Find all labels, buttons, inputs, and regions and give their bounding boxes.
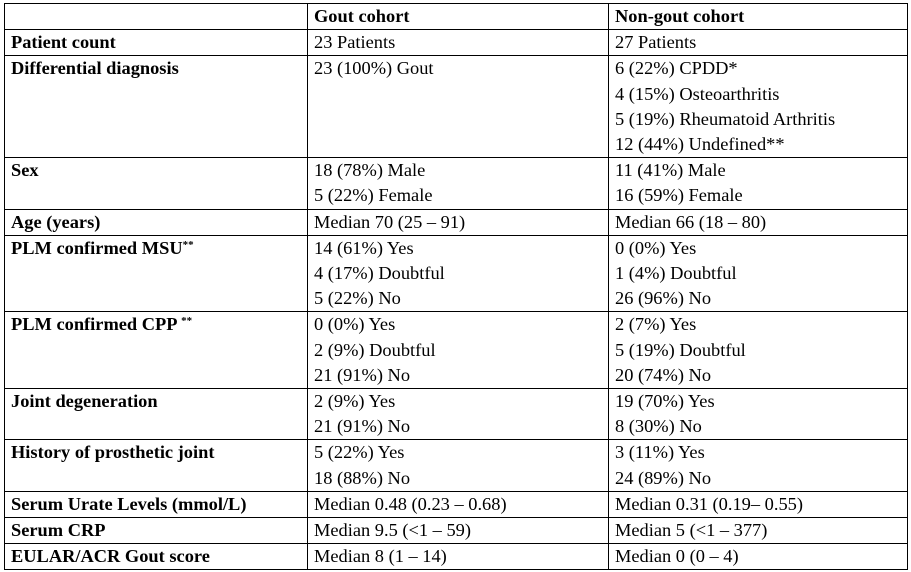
row-label-cell bbox=[5, 518, 308, 544]
non-gout-cohort-cell bbox=[609, 544, 908, 570]
row-label-cell bbox=[5, 312, 308, 389]
row-label: Age (years) bbox=[11, 211, 101, 232]
cell-value-line: 20 (74%) No bbox=[615, 364, 712, 385]
table-row bbox=[5, 209, 908, 235]
table-row bbox=[5, 235, 908, 312]
cell-value-line: 5 (22%) Female bbox=[314, 185, 433, 206]
gout-cohort-cell bbox=[308, 518, 609, 544]
cell-value-line: 5 (19%) Rheumatoid Arthritis bbox=[615, 108, 836, 129]
cell-value-line: 5 (22%) No bbox=[314, 288, 401, 309]
row-label: PLM confirmed CPP bbox=[11, 314, 182, 335]
non-gout-cohort-cell bbox=[609, 389, 908, 440]
table-row bbox=[5, 389, 908, 440]
gout-cohort-cell bbox=[308, 235, 609, 312]
gout-cohort-cell bbox=[308, 389, 609, 440]
gout-cohort-cell bbox=[308, 440, 609, 491]
cell-value-line: 4 (17%) Doubtful bbox=[314, 263, 445, 284]
gout-cohort-cell bbox=[308, 56, 609, 158]
row-label-cell bbox=[5, 158, 308, 209]
cell-value-line: Median 5 (<1 – 377) bbox=[615, 520, 768, 541]
cell-value-line: 26 (96%) No bbox=[615, 288, 712, 309]
cell-value-line: 19 (70%) Yes bbox=[615, 391, 715, 412]
cell-value-line: 4 (15%) Osteoarthritis bbox=[615, 83, 780, 104]
header-gout-cohort: Gout cohort bbox=[308, 4, 609, 30]
cell-value-line: Median 0 (0 – 4) bbox=[615, 546, 739, 567]
gout-cohort-cell bbox=[308, 312, 609, 389]
cell-value-line: 2 (9%) Yes bbox=[314, 391, 396, 412]
row-label: History of prosthetic joint bbox=[11, 442, 215, 463]
row-label: Differential diagnosis bbox=[11, 58, 179, 79]
cell-value-line: 11 (41%) Male bbox=[615, 160, 726, 181]
cell-value-line: 2 (9%) Doubtful bbox=[314, 339, 436, 360]
row-label-cell bbox=[5, 30, 308, 56]
row-label-cell bbox=[5, 56, 308, 158]
table-row bbox=[5, 30, 908, 56]
non-gout-cohort-cell bbox=[609, 518, 908, 544]
non-gout-cohort-cell bbox=[609, 30, 908, 56]
cell-value-line: Median 0.31 (0.19– 0.55) bbox=[615, 493, 803, 514]
table-row bbox=[5, 544, 908, 570]
cell-value-line: Median 8 (1 – 14) bbox=[314, 546, 447, 567]
footnote-marker: ** bbox=[181, 315, 193, 328]
table-body bbox=[5, 30, 908, 570]
table-row bbox=[5, 491, 908, 517]
row-label: Sex bbox=[11, 160, 39, 181]
row-label-cell bbox=[5, 491, 308, 517]
gout-cohort-cell bbox=[308, 491, 609, 517]
row-label: Serum Urate Levels (mmol/L) bbox=[11, 493, 247, 514]
cell-value-line: 1 (4%) Doubtful bbox=[615, 263, 737, 284]
gout-cohort-cell bbox=[308, 209, 609, 235]
cell-value-line: 18 (78%) Male bbox=[314, 160, 426, 181]
cell-value-line: 16 (59%) Female bbox=[615, 185, 743, 206]
gout-cohort-cell bbox=[308, 158, 609, 209]
cell-value-line: 27 Patients bbox=[615, 32, 697, 53]
row-label: PLM confirmed MSU bbox=[11, 237, 183, 258]
cell-value-line: 0 (0%) Yes bbox=[314, 314, 396, 335]
row-label: Joint degeneration bbox=[11, 391, 158, 412]
gout-cohort-cell bbox=[308, 30, 609, 56]
cell-value-line: 5 (22%) Yes bbox=[314, 442, 405, 463]
non-gout-cohort-cell bbox=[609, 158, 908, 209]
row-label: EULAR/ACR Gout score bbox=[11, 546, 210, 567]
row-label-cell bbox=[5, 440, 308, 491]
row-label-cell bbox=[5, 209, 308, 235]
cell-value-line: 23 (100%) Gout bbox=[314, 58, 434, 79]
non-gout-cohort-cell bbox=[609, 312, 908, 389]
table-row bbox=[5, 56, 908, 158]
non-gout-cohort-cell bbox=[609, 235, 908, 312]
gout-cohort-cell bbox=[308, 544, 609, 570]
header-empty-cell bbox=[5, 4, 308, 30]
row-label-cell bbox=[5, 235, 308, 312]
non-gout-cohort-cell bbox=[609, 209, 908, 235]
row-label: Patient count bbox=[11, 32, 116, 53]
cell-value-line: 18 (88%) No bbox=[314, 467, 411, 488]
cell-value-line: 5 (19%) Doubtful bbox=[615, 339, 746, 360]
table-row bbox=[5, 158, 908, 209]
cell-value-line: 12 (44%) Undefined** bbox=[615, 134, 785, 155]
cell-value-line: Median 9.5 (<1 – 59) bbox=[314, 520, 471, 541]
cell-value-line: Median 0.48 (0.23 – 0.68) bbox=[314, 493, 507, 514]
non-gout-cohort-cell bbox=[609, 56, 908, 158]
cell-value-line: 14 (61%) Yes bbox=[314, 237, 414, 258]
footnote-marker: ** bbox=[182, 238, 194, 251]
cell-value-line: Median 66 (18 – 80) bbox=[615, 211, 767, 232]
non-gout-cohort-cell bbox=[609, 491, 908, 517]
header-row bbox=[5, 4, 908, 30]
row-label: Serum CRP bbox=[11, 520, 106, 541]
row-label-cell bbox=[5, 389, 308, 440]
cohort-comparison-table bbox=[4, 3, 908, 570]
cell-value-line: 21 (91%) No bbox=[314, 364, 411, 385]
cell-value-line: 23 Patients bbox=[314, 32, 396, 53]
cell-value-line: Median 70 (25 – 91) bbox=[314, 211, 466, 232]
header-non-gout-cohort: Non-gout cohort bbox=[609, 4, 908, 30]
cell-value-line: 0 (0%) Yes bbox=[615, 237, 697, 258]
cell-value-line: 8 (30%) No bbox=[615, 416, 702, 437]
non-gout-cohort-cell bbox=[609, 440, 908, 491]
row-label-cell bbox=[5, 544, 308, 570]
cell-value-line: 6 (22%) CPDD* bbox=[615, 58, 738, 79]
cell-value-line: 24 (89%) No bbox=[615, 467, 712, 488]
cell-value-line: 2 (7%) Yes bbox=[615, 314, 697, 335]
cell-value-line: 3 (11%) Yes bbox=[615, 442, 705, 463]
table-row bbox=[5, 312, 908, 389]
table-row bbox=[5, 440, 908, 491]
table-row bbox=[5, 518, 908, 544]
cell-value-line: 21 (91%) No bbox=[314, 416, 411, 437]
